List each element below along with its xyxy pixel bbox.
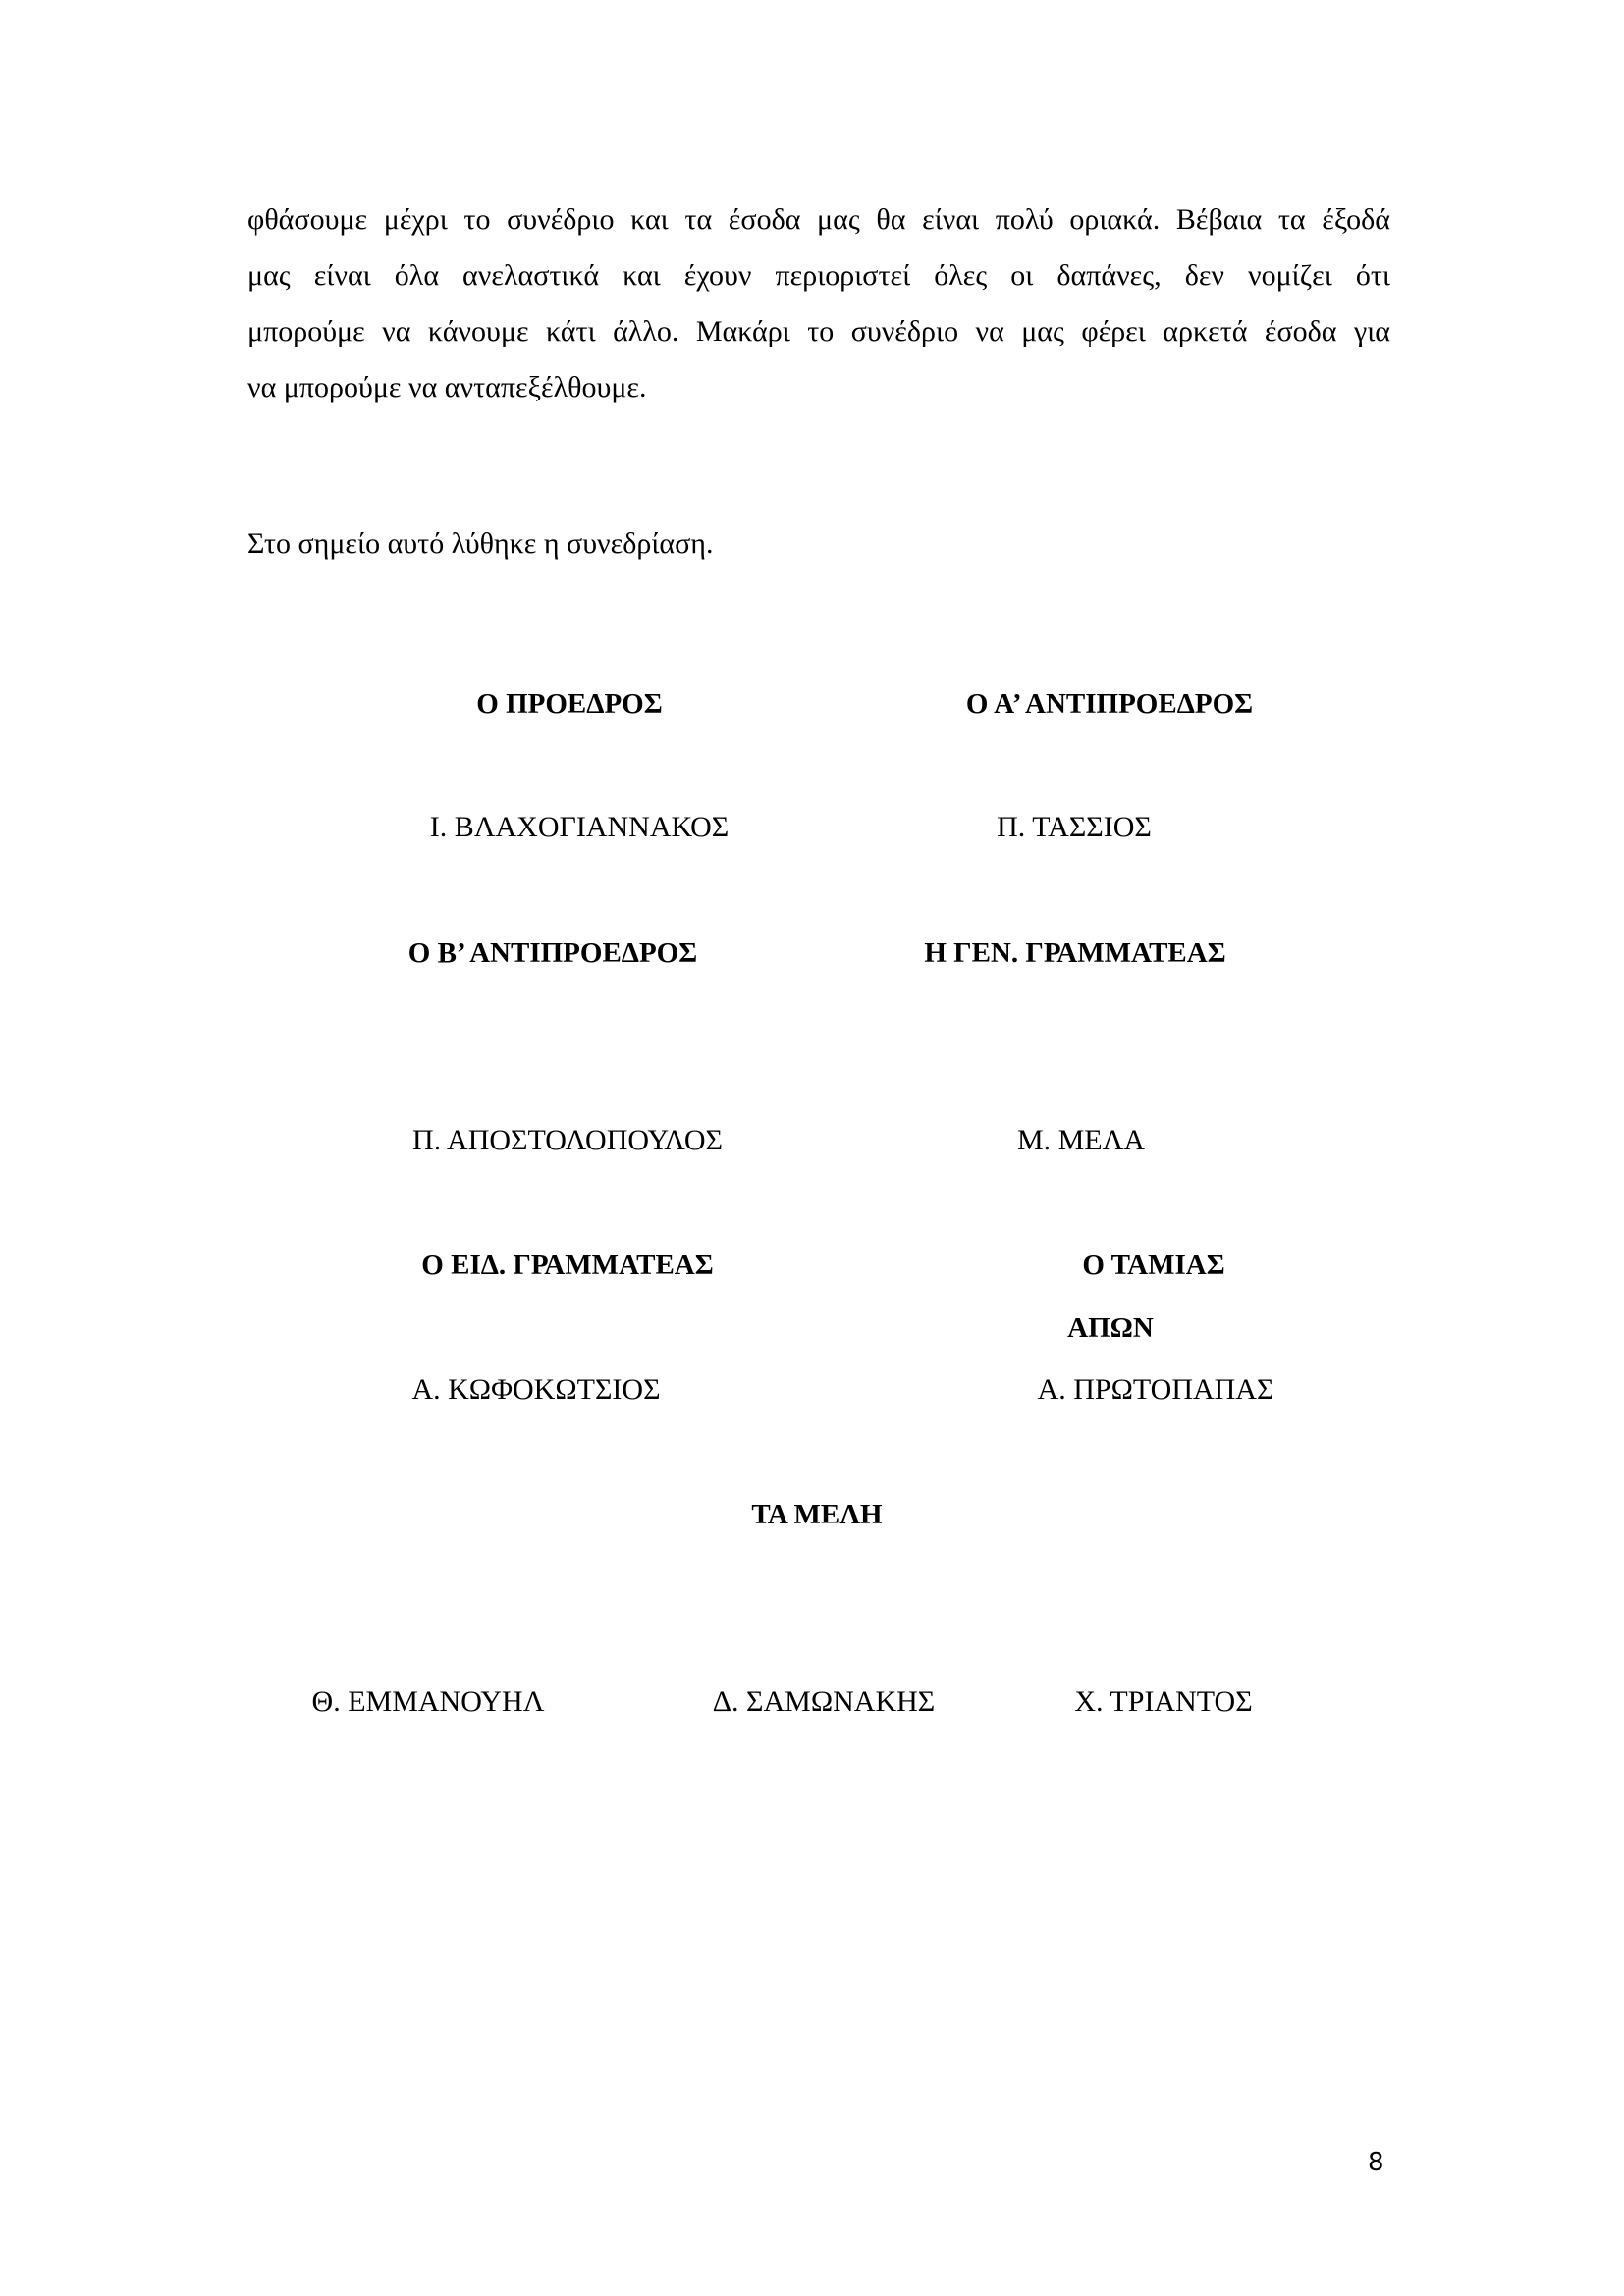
paragraph-line: να μπορούμε να ανταπεξέλθουμε. (247, 371, 647, 403)
vice-president-b-name: Π. ΑΠΟΣΤΟΛΟΠΟΥΛΟΣ (412, 1124, 723, 1156)
vice-president-b-title: Ο Β’ ΑΝΤΙΠΡΟΕΔΡΟΣ (407, 937, 698, 969)
paragraph-line: φθάσουμε μέχρι το συνέδριο και τα έσοδα μας θα είναι πολύ οριακά. Βέβαια τα έξοδά (247, 203, 1390, 236)
member-name: Δ. ΣΑΜΩΝΑΚΗΣ (712, 1685, 936, 1718)
vice-president-a-name: Π. ΤΑΣΣΙΟΣ (997, 811, 1152, 843)
page-number: 8 (1368, 2148, 1384, 2177)
vice-president-a-title: Ο Α’ ΑΝΤΙΠΡΟΕΔΡΟΣ (965, 688, 1254, 720)
paragraph-line: μπορούμε να κάνουμε κάτι άλλο. Μακάρι το συνέδριο να μας φέρει αρκετά έσοδα για (247, 315, 1390, 347)
special-secretary-name: Α. ΚΩΦΟΚΩΤΣΙΟΣ (411, 1373, 661, 1406)
president-name: Ι. ΒΛΑΧΟΓΙΑΝΝΑΚΟΣ (429, 811, 730, 843)
president-title: Ο ΠΡΟΕΔΡΟΣ (476, 688, 663, 720)
member-name: Χ. ΤΡΙΑΝΤΟΣ (1074, 1685, 1253, 1718)
member-name: Θ. ΕΜΜΑΝΟΥΗΛ (311, 1685, 545, 1718)
general-secretary-name: Μ. ΜΕΛΑ (1016, 1124, 1146, 1156)
treasurer-title: Ο ΤΑΜΙΑΣ (1082, 1250, 1225, 1281)
special-secretary-title: Ο ΕΙΔ. ΓΡΑΜΜΑΤΕΑΣ (421, 1250, 714, 1281)
treasurer-name: Α. ΠΡΩΤΟΠΑΠΑΣ (1037, 1373, 1274, 1406)
general-secretary-title: Η ΓΕΝ. ΓΡΑΜΜΑΤΕΑΣ (924, 937, 1226, 969)
paragraph-line: μας είναι όλα ανελαστικά και έχουν περιοριστεί όλες οι δαπάνες, δεν νομίζει ότι (247, 259, 1390, 292)
closing-sentence: Στο σημείο αυτό λύθηκε η συνεδρίαση. (247, 527, 714, 560)
body-paragraph (247, 191, 1390, 415)
members-title: ΤΑ ΜΕΛΗ (751, 1499, 883, 1530)
treasurer-absent-note: ΑΠΩΝ (1067, 1312, 1154, 1344)
